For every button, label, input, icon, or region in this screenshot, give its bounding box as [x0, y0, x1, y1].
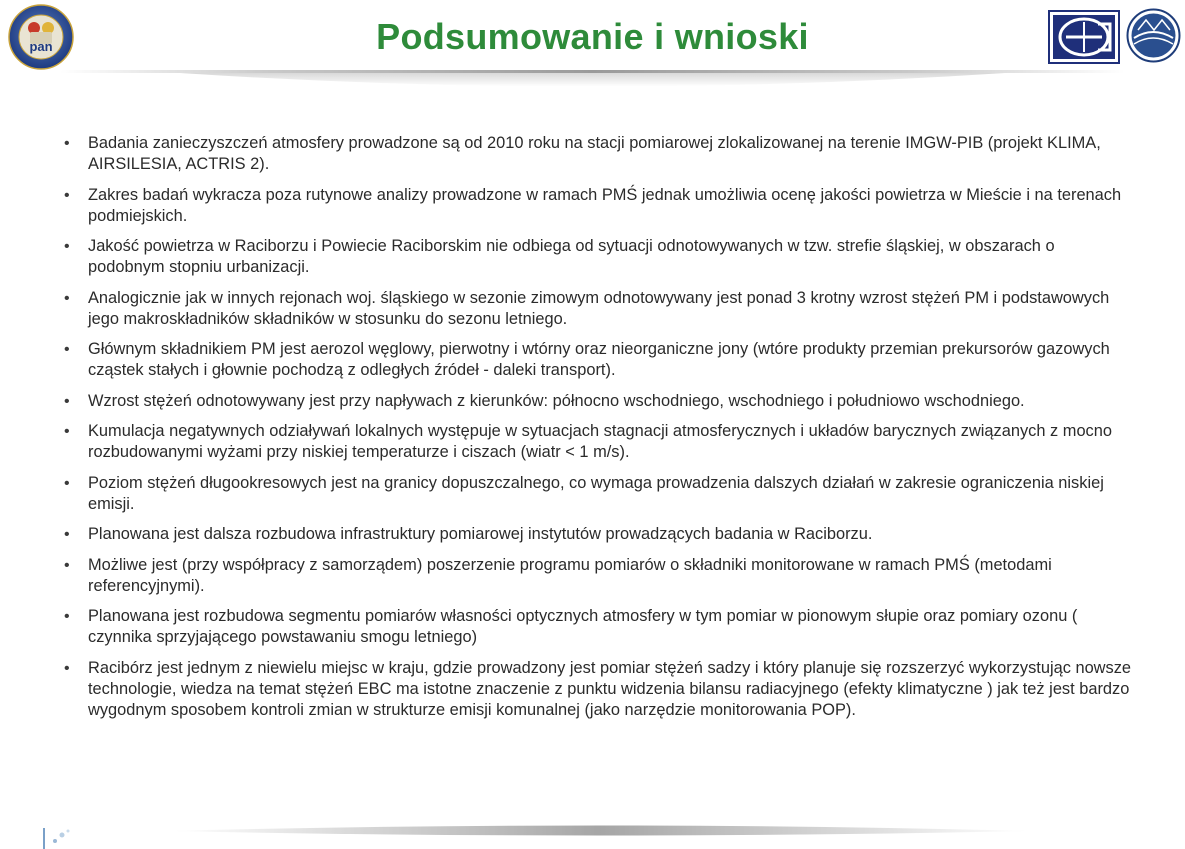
bullet-text: Poziom stężeń długookresowych jest na granicy dopuszczalnego, co wymaga prowadzenia dalszych działań w zakresie ograniczenia niskiej emisji. [88, 473, 1104, 513]
bullet-dot-icon: • [64, 289, 70, 307]
bullet-item [62, 339, 1132, 381]
bullet-item [62, 133, 1132, 175]
bullet-dot-icon: • [64, 659, 70, 677]
bullet-item [62, 391, 1132, 412]
bullet-text: Zakres badań wykracza poza rutynowe analizy prowadzone w ramach PMŚ jednak umożliwia ocenę jakości powietrza w Mieście i na terenach podmiejskich. [88, 185, 1122, 225]
bullet-dot-icon: • [64, 608, 70, 625]
bullet-text: Planowana jest dalsza rozbudowa infrastruktury pomiarowej instytutów prowadzących badania w Raciborzu. [88, 525, 873, 543]
imgw-logo-icon [1126, 8, 1181, 63]
bullet-text: Racibórz jest jednym z niewielu miejsc w kraju, gdzie prowadzony jest pomiar stężeń sadzy i który planuje się rozszerzyć wykorzystując nowsze technologie, wiedza na temat stężeń EBC ma istotne znaczenie z punktu widzenia bilansu radiacyjnego (efekty klimatyczne ) jak też jest bardzo wygodnym sposobem kontroli zmian w strukturze emisji komunalnej (jako narzędzie monitorowania POP). [88, 658, 1132, 719]
bullet-text: Kumulacja negatywnych odziaływań lokalnych występuje w sytuacjach stagnacji atmosferycznych i układów barycznych związanych z mocno rozbudowanymi wyżami przy niskiej temperaturze i ciszach (wiatr < 1 m/s). [88, 422, 1112, 461]
bullet-text: Głównym składnikiem PM jest aerozol węglowy, pierwotny i wtórny oraz nieorganiczne jony (wtóre produkty przemian prekursorów gazowych cząstek stałych i głownie pochodzą z odległych źródeł - daleki transport). [88, 340, 1110, 379]
bullet-item [62, 421, 1132, 463]
bullet-text: Analogicznie jak w innych rejonach woj. śląskiego w sezonie zimowym odnotowywany jest ponad 3 krotny wzrost stężeń PM i podstawowych jego makroskładników składników w stosunku do sezonu letniego. [88, 288, 1110, 328]
footer-divider [170, 820, 1030, 842]
bullet-text: Badania zanieczyszczeń atmosfery prowadzone są od 2010 roku na stacji pomiarowej zlokalizowanej na terenie IMGW-PIB (projekt KLIMA, AIRSILESIA, ACTRIS 2). [88, 134, 1101, 173]
bullet-item [62, 555, 1132, 597]
header [0, 0, 1185, 80]
page-title: Podsumowanie i wnioski [376, 16, 809, 57]
bullet-dot-icon: • [64, 392, 70, 410]
bullet-dot-icon: • [64, 556, 70, 574]
bullet-text: Wzrost stężeń odnotowywany jest przy napływach z kierunków: północno wschodniego, wschodniego i południowo wschodniego. [88, 391, 1025, 410]
logo-left-text: pan [29, 39, 53, 54]
bullet-dot-icon: • [64, 423, 70, 440]
bullet-dot-icon: • [64, 341, 70, 358]
bullet-dot-icon: • [64, 526, 70, 543]
bullet-dot-icon: • [64, 135, 70, 152]
bullet-item [62, 473, 1132, 515]
organization-logo-icon [1048, 10, 1120, 64]
summary-content [62, 133, 1132, 730]
bullet-item [62, 658, 1132, 721]
bullet-item [62, 606, 1132, 648]
bullet-item [62, 185, 1132, 227]
footer-dots-icon [40, 826, 80, 849]
header-divider [60, 70, 1125, 100]
bullet-item [62, 236, 1132, 278]
bullet-dot-icon: • [64, 238, 70, 255]
bullet-item [62, 288, 1132, 330]
bullet-text: Planowana jest rozbudowa segmentu pomiarów własności optycznych atmosfery w tym pomiar w pionowym słupie oraz pomiary ozonu ( czynnika sprzyjającego powstawaniu smogu letniego) [88, 607, 1078, 646]
bullet-text: Możliwe jest (przy współpracy z samorządem) poszerzenie programu pomiarów o składniki monitorowane w ramach PMŚ (metodami referencyjnymi). [88, 555, 1052, 595]
bullet-dot-icon: • [64, 474, 70, 492]
bullet-dot-icon: • [64, 186, 70, 204]
bullet-item [62, 524, 1132, 545]
bullet-text: Jakość powietrza w Raciborzu i Powiecie Raciborskim nie odbiega od sytuacji odnotowywanych w tzw. strefie śląskiej, w obszarach o podobnym stopniu urbanizacji. [88, 237, 1055, 276]
bullet-list [62, 133, 1132, 721]
